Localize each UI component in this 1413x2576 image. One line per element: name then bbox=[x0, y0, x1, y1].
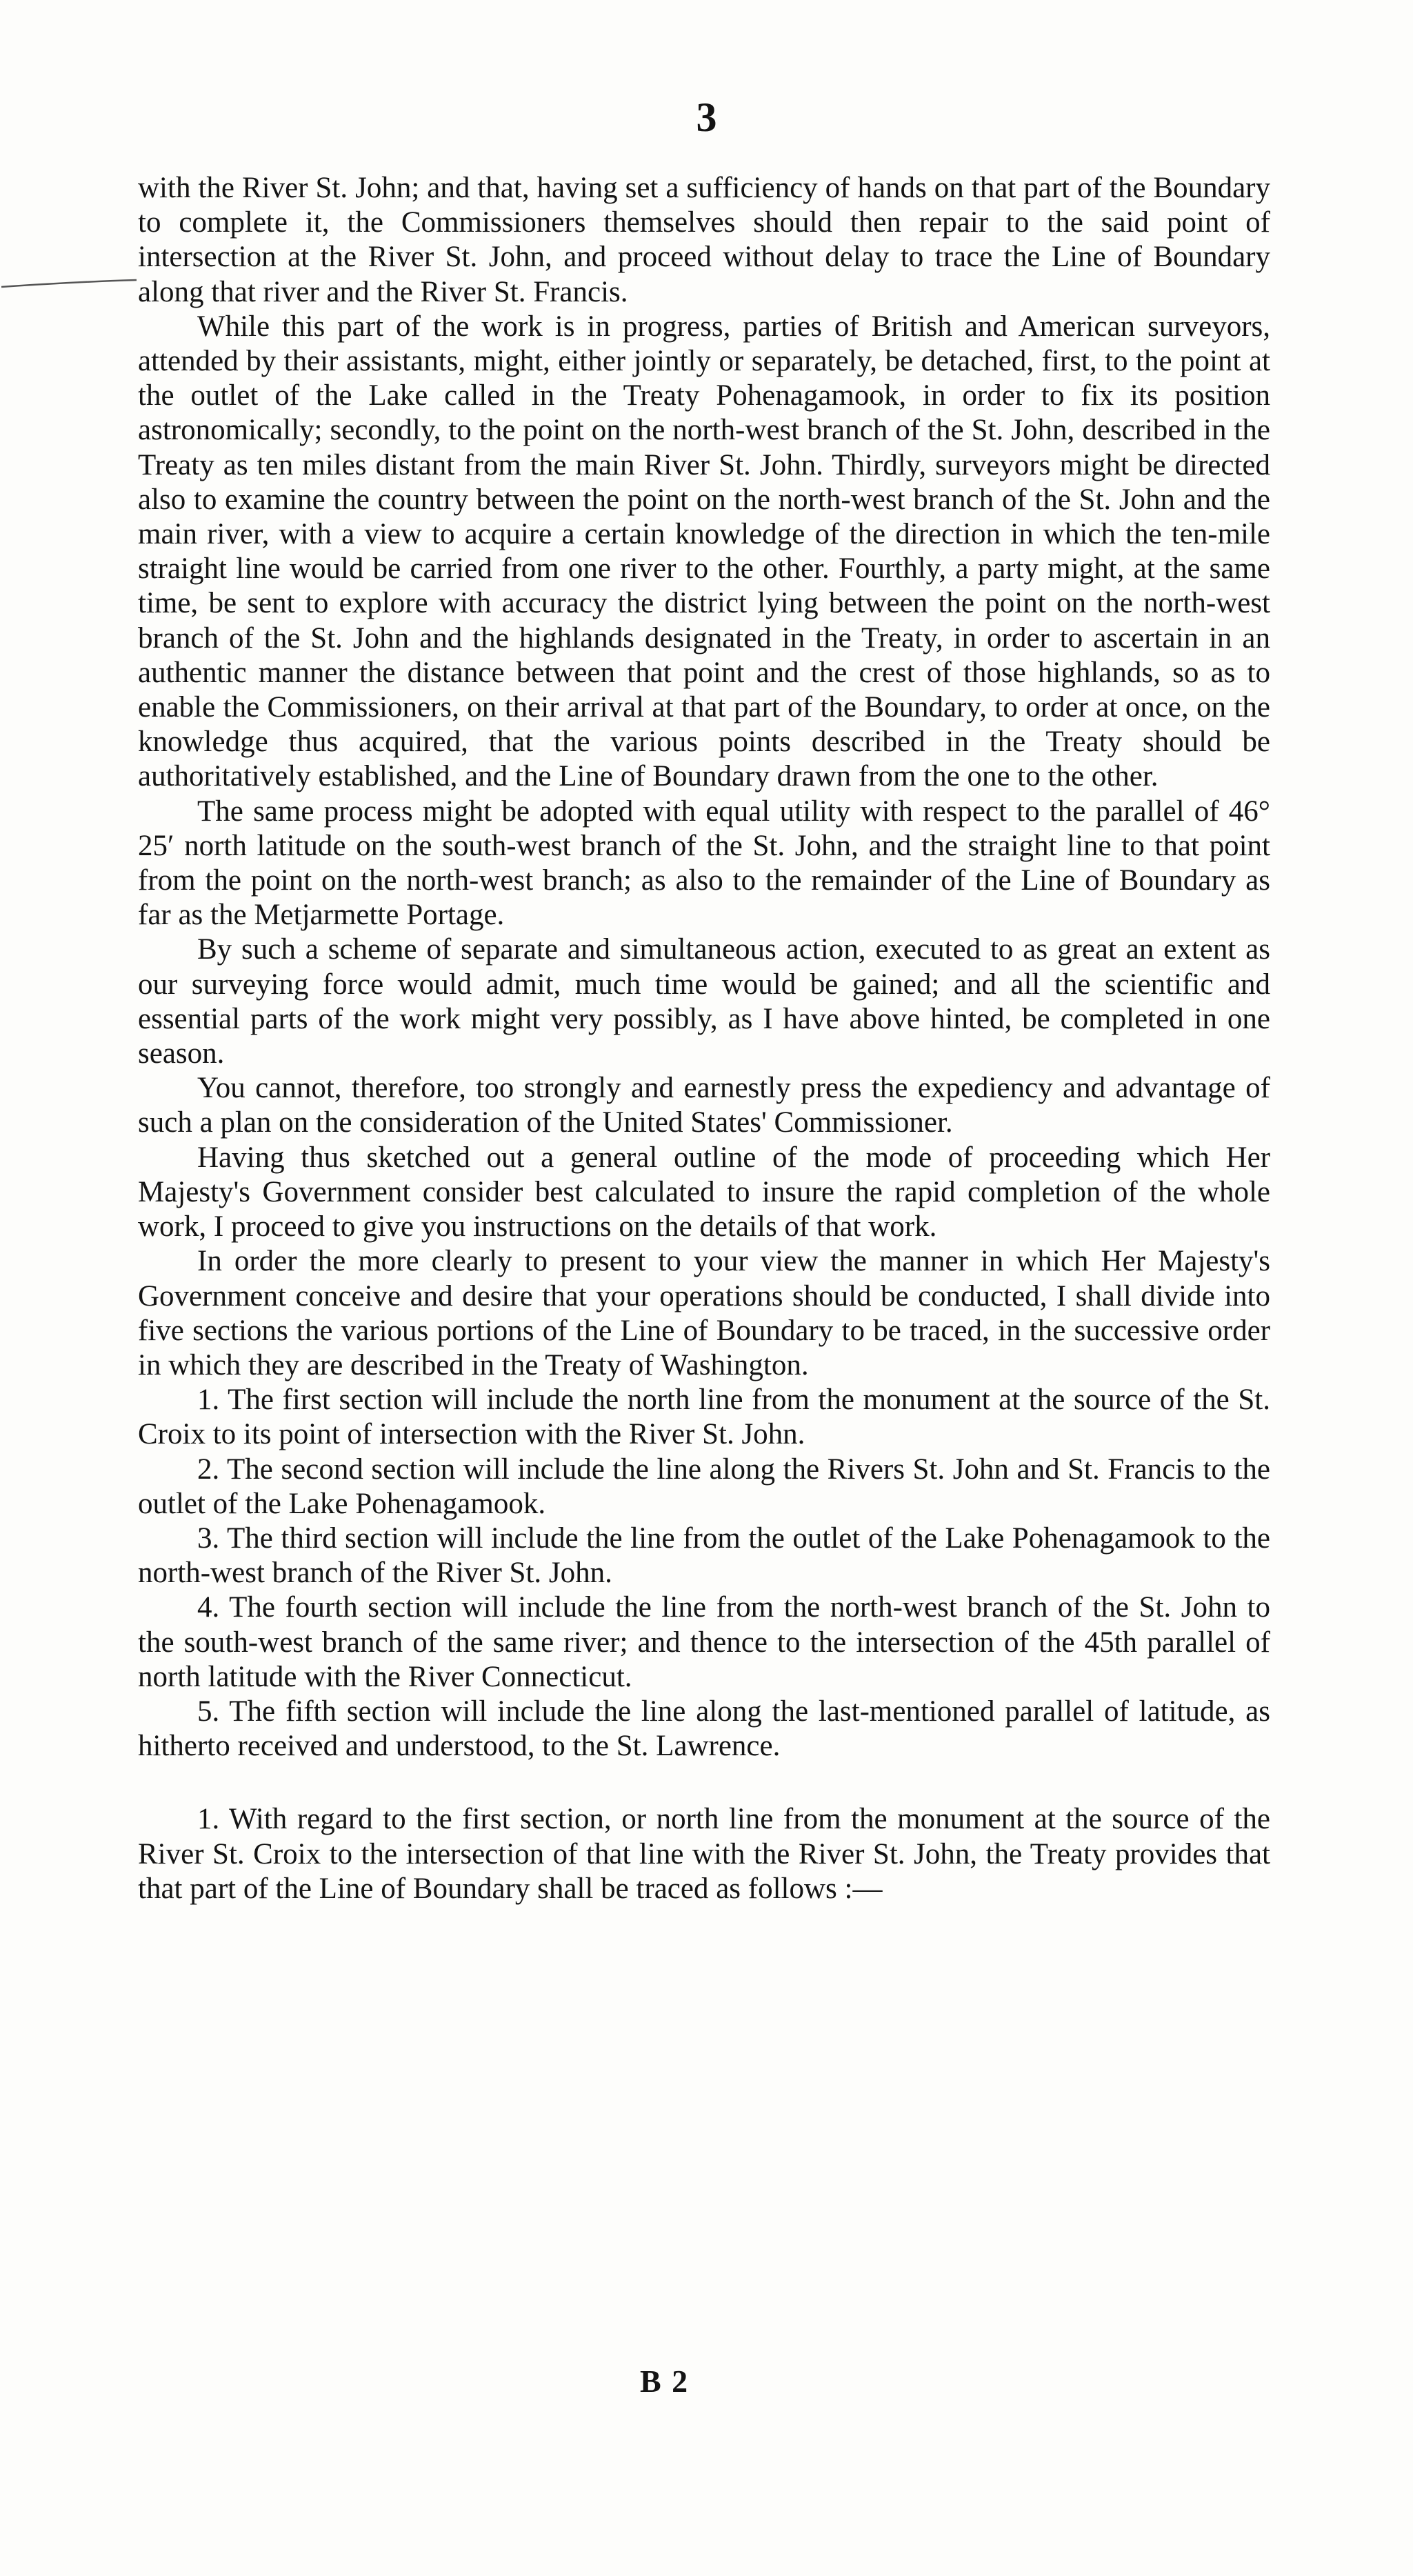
paragraph-press-expediency: You cannot, therefore, too strongly and earnestly press the expediency and advantage of such a plan on the consideration of the United States' Commissioner. bbox=[138, 1072, 1270, 1139]
margin-pencil-mark bbox=[0, 277, 138, 291]
section-item-3: 3. The third section will include the line from the outlet of the Lake Pohenagamook to the north-west branch of the River St. John. bbox=[138, 1521, 1270, 1590]
section-item-4: 4. The fourth section will include the line from the north-west branch of the St. John to the south-west branch of the same river; and thence to the intersection of the 45th parallel of north latitude with the River Connecticut. bbox=[138, 1591, 1270, 1693]
paragraph-continuation: with the River St. John; and that, having set a sufficiency of hands on that part of the Boundary to complete it, the Commissioners themselves should then repair to the said point of intersection at the River St. John, and proceed without delay to trace the Line of Boundary along that river and the River St. Francis. bbox=[138, 172, 1270, 308]
paragraph-first-section-regard: 1. With regard to the first section, or north line from the monument at the source of the River St. Croix to the intersection of that line with the River St. John, the Treaty provides that that part of the Line of Boundary shall be traced as follows :— bbox=[138, 1803, 1270, 1905]
signature-mark: B 2 bbox=[640, 2364, 690, 2399]
paragraph-scheme: By such a scheme of separate and simultaneous action, executed to as great an extent as our surveying force would admit, much time would be gained; and all the scientific and essential parts of the work might very possibly, as I have above hinted, be completed in one season. bbox=[138, 933, 1270, 1070]
paragraph-same-process: The same process might be adopted with equal utility with respect to the parallel of 46° 25′ north latitude on the south-west branch of the St. John, and the straight line to that point from the point on the north-west branch; as also to the remainder of the Line of Boundary as far as the Metjarmette Portage. bbox=[138, 795, 1270, 932]
paragraph-general-outline: Having thus sketched out a general outline of the mode of proceeding which Her Majesty's Government consider best calculated to insure the rapid completion of the whole work, I proceed to give you instructions on the details of that work. bbox=[138, 1141, 1270, 1244]
paragraph-five-sections: In order the more clearly to present to your view the manner in which Her Majesty's Government conceive and desire that your operations should be conducted, I shall divide into five sections the various portions of the Line of Boundary to be traced, in the successive order in which they are described in the Treaty of Washington. bbox=[138, 1245, 1270, 1381]
page-number: 3 bbox=[696, 94, 717, 140]
body-text bbox=[138, 171, 1270, 1906]
section-item-5: 5. The fifth section will include the line along the last-mentioned parallel of latitude, as hitherto received and understood, to the St. Lawrence. bbox=[138, 1695, 1270, 1763]
section-item-2: 2. The second section will include the line along the Rivers St. John and St. Francis to the outlet of the Lake Pohenagamook. bbox=[138, 1452, 1270, 1520]
section-item-1: 1. The first section will include the north line from the monument at the source of the St. Croix to its point of intersection with the River St. John. bbox=[138, 1384, 1270, 1451]
paragraph-surveyors: While this part of the work is in progress, parties of British and American surveyors, attended by their assistants, might, either jointly or separately, be detached, first, to the point at the outlet of the Lake called in the Treaty Pohenagamook, in order to fix its position astronomically; secondly, to the point on the north-west branch of the St. John, described in the Treaty as ten miles distant from the main River St. John. Thirdly, surveyors might be directed also to examine the country between the point on the north-west branch of the St. John and the main river, with a view to acquire a certain knowledge of the direction in which the ten-mile straight line would be carried from one river to the other. Fourthly, a party might, at the same time, be sent to explore with accuracy the district lying between the point on the north-west branch of the St. John and the highlands designated in the Treaty, in order to ascertain in an authentic manner the distance between that point and the crest of those highlands, so as to enable the Commissioners, on their arrival at that part of the Boundary, to order at once, on the knowledge thus acquired, that the various points described in the Treaty should be authoritatively established, and the Line of Boundary drawn from the one to the other. bbox=[138, 310, 1270, 793]
